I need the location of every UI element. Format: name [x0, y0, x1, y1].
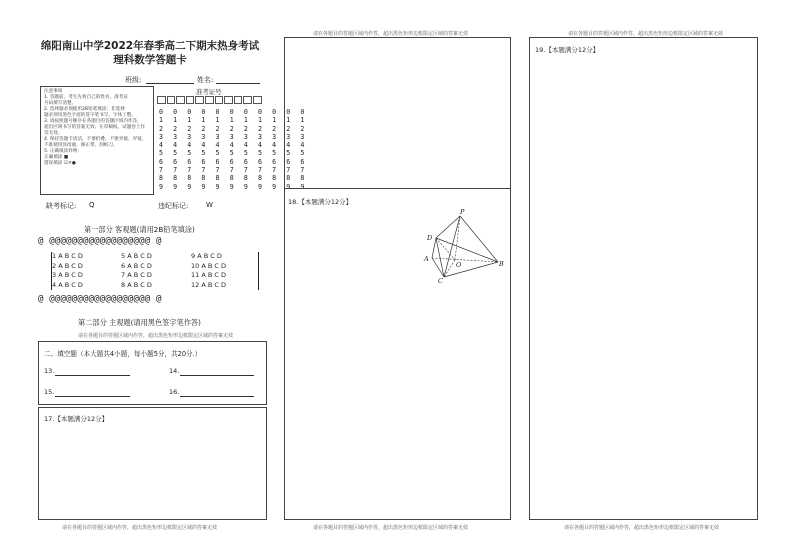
exam-subtitle: 理科数学答题卡	[113, 54, 187, 66]
mc-column-3[interactable]	[191, 252, 226, 290]
label-A: A	[424, 255, 429, 263]
q19-label: 19.【本题满分12分】	[535, 46, 600, 54]
exam-id-digit-row[interactable]: 5 5 5 5 5 5 5 5 5 5 5	[159, 149, 308, 158]
notice-text	[41, 87, 153, 169]
violation-mark-box[interactable]: W	[206, 201, 213, 209]
boundary-note-right-bottom: 请在各题目的答题区域内作答，超出黑色矩形边框限定区域的答案无效	[564, 525, 720, 531]
notice-line: 2. 选择题必须使用2B铅笔填涂；非选择	[44, 107, 125, 112]
mc-question-6[interactable]: 6 A B C D	[121, 261, 152, 270]
part1-title: 第一部分 客观题(请用2B铅笔填涂)	[84, 225, 195, 234]
mc-question-11[interactable]: 11 A B C D	[191, 271, 226, 279]
violation-mark-label: 违纪标记:	[158, 202, 189, 210]
exam-id-digit-row[interactable]: 6 6 6 6 6 6 6 6 6 6 6	[159, 157, 308, 166]
label-P: P	[460, 208, 465, 216]
q14-label: 14.	[169, 367, 180, 375]
notice-box	[40, 86, 154, 195]
q18-label: 18.【本题满分12分】	[288, 198, 353, 206]
q14-answer-line[interactable]	[180, 374, 254, 376]
timing-marks-bottom: @ @@@@@@@@@@@@@@@@@@ @	[38, 294, 162, 304]
edge-PO-hidden	[455, 216, 460, 260]
mc-question-5[interactable]: 5 A B C D	[121, 252, 152, 260]
mc-question-9[interactable]: 9 A B C D	[191, 252, 222, 260]
part2-title: 第二部分 主观题(请用黑色签字笔作答)	[78, 318, 201, 327]
mc-question-7[interactable]: 7 A B C D	[121, 271, 152, 279]
edge-DB	[436, 238, 498, 262]
notice-line: 错误填涂 ☑✕●	[44, 161, 76, 166]
mc-question-2[interactable]: 2 A B C D	[52, 261, 83, 270]
edge-AB-hidden	[432, 258, 498, 262]
mc-question-3[interactable]: 3 A B C D	[52, 271, 83, 279]
fill-in-heading: 二、填空题（本大题共4小题，每小题5分，共20分.）	[44, 350, 202, 358]
notice-line: 4. 保持答题卡清洁，不要折叠、不要弄破、弄皱，	[44, 137, 147, 142]
absent-mark-label: 缺考标记:	[46, 202, 77, 210]
mc-column-1[interactable]	[52, 252, 83, 290]
q15-answer-line[interactable]	[55, 395, 130, 397]
label-D: D	[427, 234, 433, 242]
mc-question-1[interactable]: 1 A B C D	[52, 252, 83, 260]
timing-marks-top: @ @@@@@@@@@@@@@@@@@@ @	[38, 236, 162, 246]
q16-answer-line[interactable]	[180, 395, 254, 397]
edge-PB	[460, 216, 498, 262]
exam-id-digit-row[interactable]: 9 9 9 9 9 9 9 9 9 9 9	[159, 182, 308, 191]
notice-line: 题必须用黑色字迹的签字笔书写，字体工整。	[44, 113, 136, 118]
q15-label: 15.	[44, 388, 55, 396]
mc-question-4[interactable]: 4 A B C D	[52, 280, 83, 289]
q17-answer-box[interactable]	[38, 407, 267, 520]
q19-answer-box[interactable]	[529, 37, 758, 520]
boundary-note-left-bottom: 请在各题目的答题区域内作答，超出黑色矩形边框限定区域的答案无效	[62, 525, 218, 531]
notice-line: 5. 正确填涂样例：	[44, 149, 83, 154]
exam-title: 绵阳南山中学2022年春季高二下期末热身考试	[40, 40, 260, 52]
boundary-note-mid-bottom: 请在各题目的答题区域内作答，超出黑色矩形边框限定区域的答案无效	[313, 525, 469, 531]
exam-id-cells[interactable]	[157, 96, 263, 104]
exam-id-digit-row[interactable]: 8 8 8 8 8 8 8 8 8 8 8	[159, 174, 308, 183]
absent-mark-box[interactable]: Q	[89, 201, 95, 209]
name-label: 姓名:	[197, 76, 214, 84]
label-O: O	[456, 261, 462, 269]
notice-line: 注意事项	[44, 89, 63, 94]
mc-column-2[interactable]	[121, 252, 152, 290]
middle-divider	[284, 188, 511, 189]
notice-line: 不准使用涂改液、修正带、刮纸刀。	[44, 143, 118, 148]
exam-id-label: 准考证号	[196, 88, 222, 96]
notice-line: 号码填写清楚。	[44, 101, 77, 106]
exam-id-digit-row[interactable]: 7 7 7 7 7 7 7 7 7 7 7	[159, 166, 308, 175]
edge-DP	[436, 216, 460, 238]
q17-label: 17.【本题满分12分】	[44, 415, 109, 423]
mc-question-12[interactable]: 12 A B C D	[191, 280, 226, 289]
exam-id-digit-row[interactable]: 0 0 0 0 0 0 0 0 0 0 0	[159, 108, 308, 116]
q13-answer-line[interactable]	[55, 374, 130, 376]
mc-right-bar	[258, 252, 259, 290]
q13-label: 13.	[44, 367, 55, 375]
mc-question-10[interactable]: 10 A B C D	[191, 261, 226, 270]
edge-DO-hidden	[436, 238, 455, 260]
exam-id-digit-row[interactable]: 1 1 1 1 1 1 1 1 1 1 1	[159, 116, 308, 125]
exam-id-digit-row[interactable]: 3 3 3 3 3 3 3 3 3 3 3	[159, 132, 308, 141]
label-C: C	[438, 277, 443, 285]
class-label: 班级:	[125, 76, 142, 84]
name-field[interactable]	[216, 82, 260, 84]
notice-line: 正确填涂 ■	[44, 155, 69, 160]
notice-line: 答无效。	[44, 131, 63, 136]
notice-line: 1. 答题前，考生先将自己的姓名、准考证	[44, 95, 128, 100]
edge-DA	[432, 238, 436, 258]
label-B: B	[499, 260, 504, 268]
pyramid-figure	[422, 208, 508, 286]
boundary-note-left-top: 请在各题目的答题区域内作答，超出黑色矩形边框限定区域的答案无效	[78, 333, 234, 339]
boundary-note-right-top: 请在各题目的答题区域内作答，超出黑色矩形边框限定区域的答案无效	[568, 31, 724, 37]
notice-line: 超出区域书写的答案无效；在草稿纸、试题卷上作	[44, 125, 146, 130]
exam-id-digit-row[interactable]: 2 2 2 2 2 2 2 2 2 2 2	[159, 124, 308, 133]
mc-question-8[interactable]: 8 A B C D	[121, 280, 152, 289]
notice-line: 3. 请按照题号顺序在各题目的答题区域内作答，	[44, 119, 142, 124]
exam-id-digit-row[interactable]: 4 4 4 4 4 4 4 4 4 4 4	[159, 141, 308, 150]
boundary-note-mid-top: 请在各题目的答题区域内作答，超出黑色矩形边框限定区域的答案无效	[313, 31, 469, 37]
class-field[interactable]	[146, 82, 194, 84]
q16-continued-area[interactable]	[285, 38, 510, 187]
q16-label: 16.	[169, 388, 180, 396]
